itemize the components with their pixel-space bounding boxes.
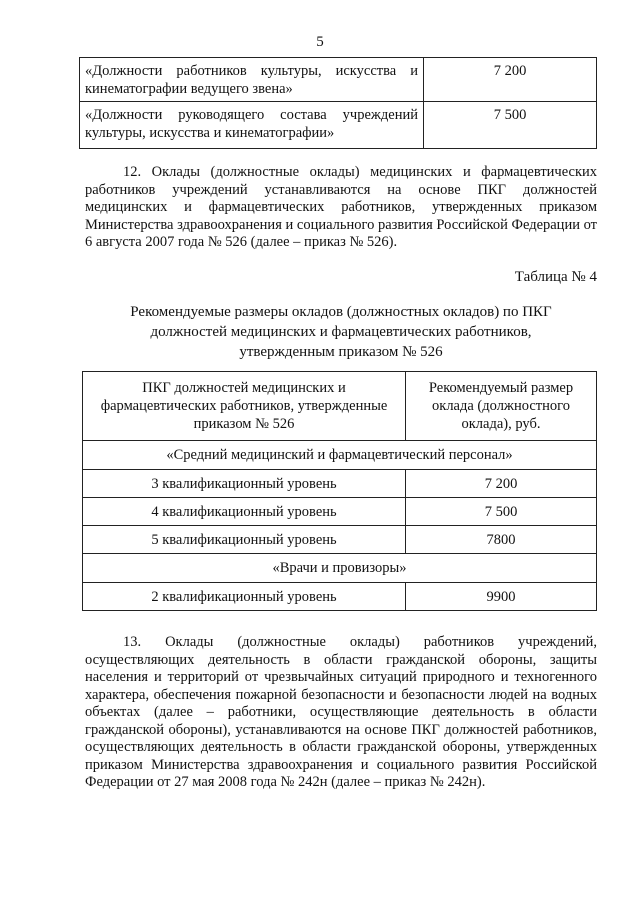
paragraph-13	[85, 634, 597, 792]
header-pkg: ПКГ должностей медицинских и фармацевтических работников, утвержденные приказом № 526	[83, 372, 406, 441]
group-title: «Врачи и провизоры»	[83, 554, 597, 583]
table-4-caption	[85, 302, 597, 362]
salary-value: 7 500	[406, 498, 597, 526]
position-name: «Должности работников культуры, искусства и кинематографии ведущего звена»	[80, 58, 424, 102]
salary-value: 7 200	[424, 58, 597, 102]
qualification-level: 3 квалификационный уровень	[83, 470, 406, 498]
qualification-level: 5 квалификационный уровень	[83, 526, 406, 554]
qualification-level: 4 квалификационный уровень	[83, 498, 406, 526]
paragraph-12	[85, 164, 597, 252]
table-row	[83, 498, 597, 526]
table-4-label: Таблица № 4	[514, 269, 597, 285]
salary-value: 7800	[406, 526, 597, 554]
qualification-level: 2 квалификационный уровень	[83, 583, 406, 611]
table-header-row	[83, 372, 597, 441]
paragraph-13-text: 13. Оклады (должностные оклады) работников учреждений, осуществляющих деятельность в области гражданской обороны, защиты населения и территорий от чрезвычайных ситуаций природного и техногенного характера, обеспечения пожарной безопасности и безопасности людей на водных объектах (далее – работники, осуществляющие деятельность в области гражданской обороны), устанавливаются на основе ПКГ должностей работников, осуществляющих деятельность в области гражданской обороны, утвержденных приказом Министерства здравоохранения и социального развития Российской Федерации от 27 мая 2008 года № 242н (далее – приказ № 242н).	[85, 634, 597, 790]
page-number: 5	[316, 34, 324, 50]
salary-table-continued	[79, 57, 597, 149]
paragraph-12-text: 12. Оклады (должностные оклады) медицинских и фармацевтических работников учреждений устанавливаются на основе ПКГ должностей медицинских и фармацевтических работников, утвержденных приказом Министерства здравоохранения и социального развития Российской Федерации от 6 августа 2007 года № 526 (далее – приказ № 526).	[85, 164, 597, 250]
table-row	[80, 58, 597, 102]
header-salary: Рекомендуемый размер оклада (должностного оклада), руб.	[406, 372, 597, 441]
group-title: «Средний медицинский и фармацевтический персонал»	[83, 441, 597, 470]
caption-line: должностей медицинских и фармацевтических работников,	[150, 324, 532, 340]
caption-line: Рекомендуемые размеры окладов (должностных окладов) по ПКГ	[130, 304, 552, 320]
position-name: «Должности руководящего состава учреждений культуры, искусства и кинематографии»	[80, 102, 424, 149]
salary-value: 7 200	[406, 470, 597, 498]
table-4	[82, 371, 597, 611]
table-row	[83, 526, 597, 554]
salary-value: 9900	[406, 583, 597, 611]
table-row	[83, 470, 597, 498]
group-row	[83, 554, 597, 583]
group-row	[83, 441, 597, 470]
salary-value: 7 500	[424, 102, 597, 149]
caption-line: утвержденным приказом № 526	[239, 344, 443, 360]
table-row	[83, 583, 597, 611]
table-row	[80, 102, 597, 149]
